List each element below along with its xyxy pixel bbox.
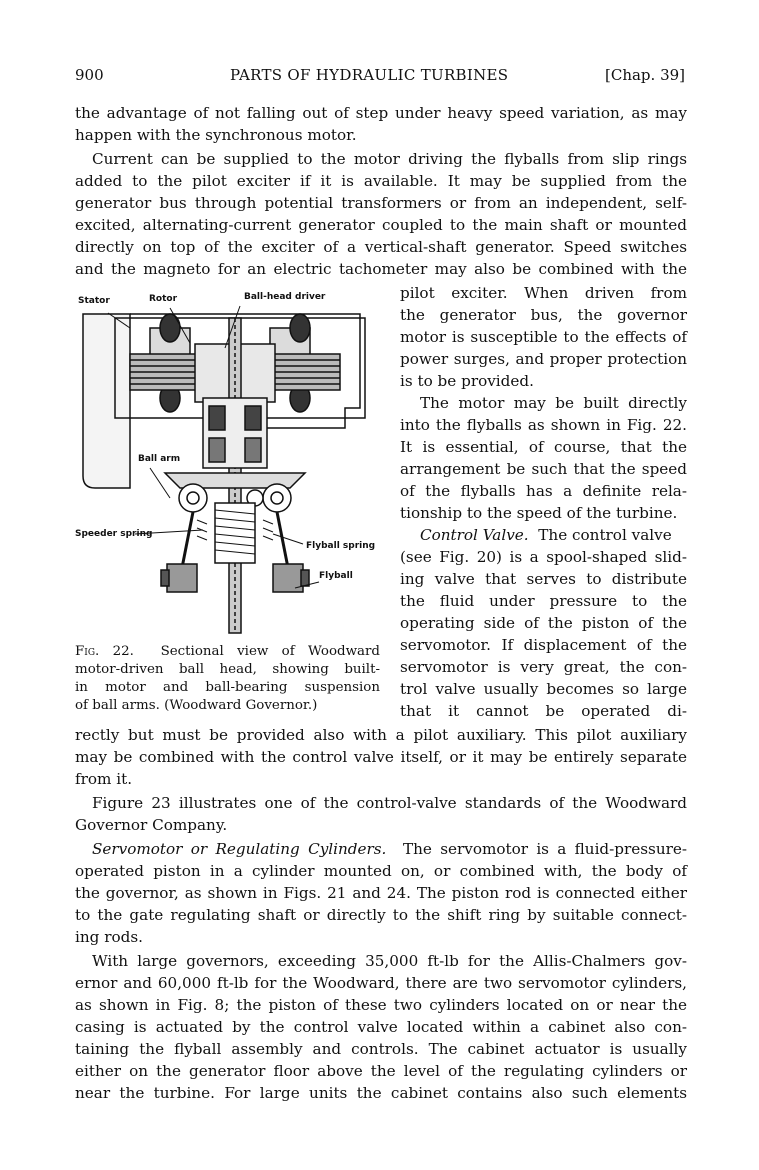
- label-flyball-spring: Flyball spring: [306, 541, 376, 551]
- text-line: and the magneto for an electric tachometer may also be combined with the: [75, 260, 687, 278]
- text-line: trol valve usually becomes so large: [400, 680, 687, 698]
- text-line: as shown in Fig. 8; the piston of these two cylinders located on or near the: [75, 996, 687, 1014]
- text-line: motor is susceptible to the effects of: [400, 328, 687, 346]
- section-heading: Control Valve.: [420, 526, 529, 544]
- text-line: generator bus through potential transformers or from an independent, self-: [75, 194, 687, 212]
- text-line: the advantage of not falling out of step under heavy speed variation, as may: [75, 104, 687, 122]
- text-line: ing valve that serves to distribute: [400, 570, 687, 588]
- text-line: that it cannot be operated di-: [400, 702, 687, 720]
- section-heading: Servomotor or Regulating Cylinders.: [92, 840, 387, 858]
- text-line: may be combined with the control valve itself, or it may be entirely separate: [75, 748, 687, 766]
- figure-number: Fig. 22.: [75, 644, 134, 659]
- text-line: With large governors, exceeding 35,000 ft-lb for the Allis-Chalmers gov-: [92, 952, 687, 970]
- text-line: (see Fig. 20) is a spool-shaped slid-: [400, 548, 687, 566]
- label-ball-arm: Ball arm: [138, 454, 181, 464]
- text-line: pilot exciter. When driven from: [400, 284, 687, 302]
- text-line: servomotor. If displacement of the: [400, 636, 687, 654]
- text-line: The motor may be built directly: [420, 394, 687, 412]
- figure-caption-line: motor-driven ball head, showing built-: [75, 662, 380, 677]
- text-line: arrangement be such that the speed: [400, 460, 687, 478]
- text-line: casing is actuated by the control valve located within a cabinet also con-: [75, 1018, 687, 1036]
- page-number: 900: [75, 66, 104, 84]
- label-stator: Stator: [78, 296, 110, 306]
- text-line: taining the flyball assembly and controls. The cabinet actuator is usually: [75, 1040, 687, 1058]
- label-flyball: Flyball: [319, 571, 353, 581]
- text-line: power surges, and proper protection: [400, 350, 687, 368]
- text-line: servomotor is very great, the con-: [400, 658, 687, 676]
- text-line: is to be provided.: [400, 372, 534, 390]
- text-line: to the gate regulating shaft or directly to the shift ring by suitable connect-: [75, 906, 687, 924]
- text-line: rectly but must be provided also with a pilot auxiliary. This pilot auxiliary: [75, 726, 687, 744]
- text-line: the fluid under pressure to the: [400, 592, 687, 610]
- text-line: ing rods.: [75, 928, 143, 946]
- label-rotor: Rotor: [149, 294, 178, 304]
- text-line: the generator bus, the governor: [400, 306, 687, 324]
- control-valve-line: [420, 524, 687, 546]
- text-line: near the turbine. For large units the cabinet contains also such elements: [75, 1084, 687, 1102]
- text-line: operated piston in a cylinder mounted on, or combined with, the body of: [75, 862, 687, 880]
- servomotor-line: [92, 838, 687, 860]
- text-line: either on the generator floor above the level of the regulating cylinders or: [75, 1062, 687, 1080]
- text-line: the governor, as shown in Figs. 21 and 24. The piston rod is connected either: [75, 884, 687, 902]
- figure-caption-line: [75, 643, 380, 661]
- text-fragment: The control valve: [538, 526, 672, 544]
- caption-text: Sectional view of Woodward: [160, 644, 380, 659]
- text-line: Figure 23 illustrates one of the control-valve standards of the Woodward: [92, 794, 687, 812]
- text-fragment: The servomotor is a fluid-pressure-: [402, 840, 687, 858]
- text-line: ernor and 60,000 ft-lb for the Woodward, there are two servomotor cylinders,: [75, 974, 687, 992]
- running-title: PARTS OF HYDRAULIC TURBINES: [230, 66, 509, 84]
- label-speeder-spring: Speeder spring: [75, 529, 153, 539]
- text-line: happen with the synchronous motor.: [75, 126, 357, 144]
- label-ball-head-driver: Ball-head driver: [244, 292, 326, 302]
- figure-caption-line: in motor and ball-bearing suspension: [75, 680, 380, 695]
- text-line: of the flyballs has a definite rela-: [400, 482, 687, 500]
- text-line: added to the pilot exciter if it is available. It may be supplied from the: [75, 172, 687, 190]
- text-line: directly on top of the exciter of a vertical-shaft generator. Speed switches: [75, 238, 687, 256]
- chapter-label: [Chap. 39]: [605, 66, 686, 84]
- text-line: Current can be supplied to the motor driving the flyballs from slip rings: [92, 150, 687, 168]
- text-line: into the flyballs as shown in Fig. 22.: [400, 416, 687, 434]
- text-line: from it.: [75, 770, 133, 788]
- text-line: operating side of the piston of the: [400, 614, 687, 632]
- text-line: It is essential, of course, that the: [400, 438, 687, 456]
- figure-22-drawing: [75, 288, 385, 636]
- figure-caption-line: of ball arms. (Woodward Governor.): [75, 698, 318, 713]
- text-line: tionship to the speed of the turbine.: [400, 504, 678, 522]
- text-line: Governor Company.: [75, 816, 228, 834]
- text-line: excited, alternating-current generator coupled to the main shaft or mounted: [75, 216, 687, 234]
